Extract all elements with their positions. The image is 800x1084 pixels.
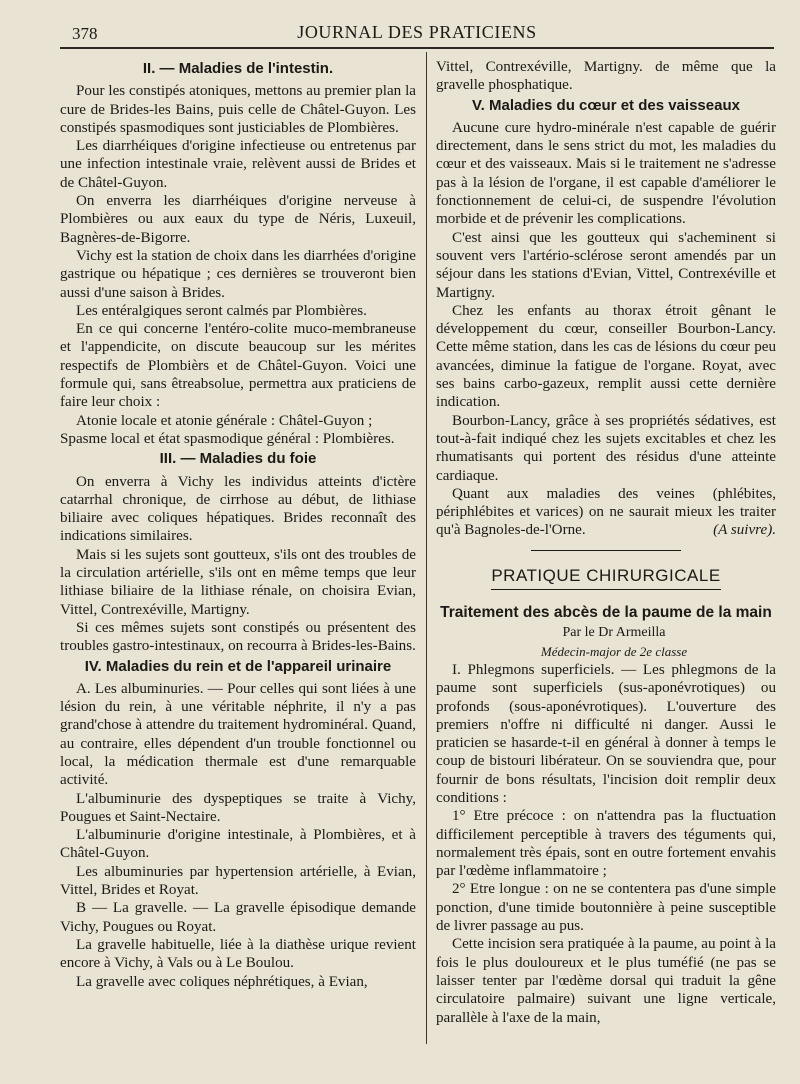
paragraph: I. Phlegmons superficiels. — Les phlegmons de la paume sont superficiels (sus-aponévrotiques) ou profonds (sous-aponévrotiques). L'ouverture des premiers n'offre ni difficulté ni danger. Aussi le praticien se hasarde-t-il en général à donner à temps le coup de bistouri libérateur. On se souviendra que, pour fournir de bons résultats, l'incision doit remplir deux conditions :	[436, 661, 776, 806]
right-column	[436, 58, 776, 1027]
paragraph: Aucune cure hydro-minérale n'est capable de guérir directement, dans le sens strict du mot, les maladies du cœur et des vaisseaux. Mais si le traitement ne s'adresse pas à la lésion de l'organe, il est capable d'améliorer le fonctionnement de celui-ci, de suspendre l'évolution morbide et de prévenir les complications.	[436, 119, 776, 228]
paragraph: A. Les albuminuries. — Pour celles qui sont liées à une lésion du rein, à une véritable néphrite, il n'y a pas grand'chose à attendre du traitement hydrominéral. Quand, au contraire, elles dépendent d'un trouble fonctionnel ou local, la médication thermale est d'une remarquable activité.	[60, 680, 416, 789]
section-heading-rein: IV. Maladies du rein et de l'appareil urinaire	[84, 657, 392, 675]
paragraph: Les albuminuries par hypertension artérielle, à Evian, Vittel, Brides et Royat.	[60, 863, 416, 899]
paragraph: Les entéralgiques seront calmés par Plombières.	[76, 302, 367, 319]
paragraph: Mais si les sujets sont goutteux, s'ils ont des troubles de la circulation artérielle, s'ils ont en même temps que leur lithiase biliaire de la lithiase rénale, on choisira Evian, Vittel, Contrexéville, Martigny.	[60, 546, 416, 618]
paragraph	[436, 485, 776, 540]
a-suivre-note: (A suivre).	[713, 522, 776, 539]
paragraph: Chez les enfants au thorax étroit gênant le développement du cœur, conseiller Bourbon-Lancy. Cette même station, dans les cas de lésions du cœur peu avancées, diminue la fatigue de l'organe. Royat, avec ses bains carbo-gazeux, remplit aussi cette dernière indication.	[436, 302, 776, 411]
paragraph: La gravelle avec coliques néphrétiques, à Evian,	[76, 973, 368, 990]
section-heading-foie: III. — Maladies du foie	[159, 450, 317, 468]
paragraph: L'albuminurie des dyspeptiques se traite à Vichy, Pougues et Saint-Nectaire.	[60, 790, 416, 825]
paragraph: On enverra à Vichy les individus atteints d'ictère catarrhal chronique, de cirrhose au début, de lithiase biliaire avec coliques hépatiques. Brides reconnaît des indications similaires.	[60, 473, 416, 545]
left-column	[60, 58, 416, 991]
paragraph: La gravelle habituelle, liée à la diathèse urique revient encore à Vichy, à Vals ou à Le Boulou.	[60, 936, 416, 972]
page-header	[60, 22, 774, 44]
paragraph: Cette incision sera pratiquée à la paume, au point à la fois le plus douloureux et le plus tuméfié (ne pas se laisser tenter par l'œdème dorsal qui traduit la gêne circulatoire palmaire) suivant une ligne verticale, parallèle à l'axe de la main,	[436, 936, 776, 1026]
paragraph: 1° Etre précoce : on n'attendra pas la fluctuation difficilement perceptible à travers des téguments qui, normalement très épais, sont en outre fortement envahis par l'œdème inflammatoire ;	[436, 808, 776, 880]
journal-title: JOURNAL DES PRATICIENS	[297, 22, 537, 42]
article-affiliation: Médecin-major de 2e classe	[540, 643, 688, 659]
separator-rule	[531, 550, 681, 551]
paragraph: En ce qui concerne l'entéro-colite muco-membraneuse et l'appendicite, on discute beaucoup sur les mérites respectifs de Plombièrs et de Châtel-Guyon. Voici une formule qui, sans êtreabsolue, permettra aux praticiens de faire leur choix :	[60, 321, 416, 411]
paragraph: C'est ainsi que les goutteux qui s'acheminent si souvent vers l'artério-sclérose seront amendés par un séjour dans les stations d'Evian, Vittel, Contrexéville et Martigny.	[436, 229, 776, 301]
article-title: Traitement des abcès de la paume de la main	[440, 604, 772, 622]
paragraph: L'albuminurie d'origine intestinale, à Plombières, et à Châtel-Guyon.	[60, 827, 416, 862]
article-byline: Par le Dr Armeilla	[562, 625, 666, 641]
paragraph: Vichy est la station de choix dans les diarrhées d'origine gastrique ou hépatique ; ces dernières se trouveront bien aussi d'une saison à Brides.	[60, 247, 416, 301]
paragraph: Spasme local et état spasmodique général : Plombières.	[60, 430, 395, 447]
paragraph: Pour les constipés atoniques, mettons au premier plan la cure de Brides-les Bains, puis celle de Châtel-Guyon. Les constipés spasmodiques sont justiciables de Plombières.	[60, 83, 416, 136]
paragraph: On enverra les diarrhéiques d'origine nerveuse à Plombières ou aux eaux du type de Néris, Luxeuil, Bagnères-de-Bigorre.	[60, 193, 416, 246]
page-number: 378	[72, 24, 98, 43]
paragraph-text: Quant aux maladies des veines (phlébites, périphlébites et varices) on ne saurait mieux les traiter qu'à Bagnoles-de-l'Orne.	[436, 485, 776, 539]
paragraph: Bourbon-Lancy, grâce à ses propriétés sédatives, est tout-à-fait indiqué chez les sujets excitables et chez les rhumatisants qui portent des résidus d'une atteinte cardiaque.	[436, 412, 776, 484]
paragraph: B — La gravelle. — La gravelle épisodique demande Vichy, Pougues ou Royat.	[60, 900, 416, 935]
paragraph: Les diarrhéiques d'origine infectieuse ou entretenus par une infection intestinale vraie, relèvent aussi de Brides et de Châtel-Guyon.	[60, 138, 416, 191]
section-heading-intestin: II. — Maladies de l'intestin.	[142, 60, 334, 77]
section-title-pratique-chirurgicale: PRATIQUE CHIRURGICALE	[491, 567, 721, 590]
paragraph: Atonie locale et atonie générale : Châtel-Guyon ;	[76, 412, 373, 429]
paragraph: 2° Etre longue : on ne se contentera pas d'une simple ponction, d'une timide boutonnière à peine susceptible de livrer passage au pus.	[436, 881, 776, 935]
paragraph: Si ces mêmes sujets sont constipés ou présentent des troubles gastro-intestinaux, on recourra à Brides-les-Bains.	[60, 619, 416, 655]
column-divider	[426, 52, 427, 1044]
header-rule	[60, 47, 774, 49]
paragraph: Vittel, Contrexéville, Martigny. de même que la gravelle phosphatique.	[436, 59, 776, 94]
section-heading-coeur: V. Maladies du cœur et des vaisseaux	[472, 96, 740, 114]
